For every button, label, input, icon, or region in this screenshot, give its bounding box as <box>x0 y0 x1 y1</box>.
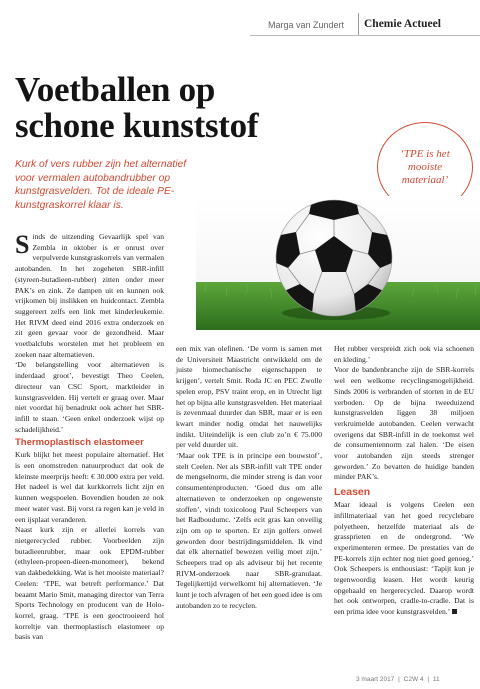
section-title: Chemie Actueel <box>364 18 441 30</box>
article-column-3 <box>334 344 474 618</box>
intro-paragraph <box>15 232 164 360</box>
paragraph: Naast kurk zijn er allerlei korrels van nietgerecycled rubber. Voorbeelden zijn butadieenrubber, maar ook EPDM-rubber (ethyleen-propeen-dieen-monomeer), bekend van dakbedekking. Wat is het mooiste materiaal? Ceelen: ‘TPE, wat betreft performance.’ Dat beaamt Mario Smit, managing director van Terra Sports Technology en producent van de Holo-korrel, graag. ‘TPE is een geoctrooieerd hol korreltje van thermoplastisch elastomeer op basis van <box>15 525 164 642</box>
footer-page-number: 11 <box>432 676 440 683</box>
paragraph: ‘De belangstelling voor alternatieven is inderdaad groot’, bevestigt Theo Ceelen, directeur van CSC Sport, marktleider in kunstgrasvelden. Hij vertelt er graag over. Maar niet voordat hij benadrukt ook achter het SBR-infill te staan. ‘Geen enkel onderzoek wijst op schadelijkheid.’ <box>15 360 164 434</box>
subheading-leasen: Leasen <box>334 486 371 499</box>
subheading-tpe: Thermoplastisch elastomeer <box>15 437 144 449</box>
drop-cap: S <box>15 230 30 259</box>
article-title: Voetballen op schone kunststof <box>15 70 259 145</box>
footer-sep: | <box>427 676 430 683</box>
soccer-ball-image <box>196 196 480 330</box>
author-name: Marga van Zundert <box>268 20 345 30</box>
paragraph: Kurk blijkt het meest populaire alternatief. Het is een onomstreden natuurproduct dat ook de kleinste meerprijs heeft: € 30.000 extra per veld. Het nadeel is wel dat kurkkorrels licht zijn en kunnen wegspoelen. Bovendien houden ze ook meer water vast. Bij vorst ra regen kan je veld in een ijsplaat veranderen. <box>15 450 164 524</box>
header-divider <box>358 13 359 35</box>
page-footer <box>355 676 441 683</box>
paragraph: een mix van olefinen. ‘De vorm is samen met de Universiteit Maastricht ontwikkeld om de juiste biomechanische eigenschappen te krijgen’, vertelt Smit. Roda JC en PEC Zwolle spelen erop, PSV traint erop, en in Utrecht ligt het op bijna alle kunstgrasvelden. Het materiaal is zevenmaal duurder dan SBR, maar er is een kwart minder nodig omdat het nauwelijks indikt. Uiteindelijk is een club zo’n € 75.000 per veld duurder uit. <box>176 344 322 450</box>
end-mark-icon <box>452 609 457 614</box>
header-rule <box>250 35 480 36</box>
paragraph: ‘Maar ook TPE is in principe een bouwstof’, stelt Ceelen. Net als SBR-infill valt TPE onder de mengselnorm, die minder streng is dan voor consumentenproducten. ‘Goed dus om alle alternatieven te onderzoeken op ongewenste stoffen’, vindt toxicoloog Paul Scheepers van het Radboudumc. ‘Zelfs ecit gras kan onveilig zijn om op te sporten. Er zijn golfers onwel geworden door bestrijdingsmiddelen. Ik vind dat elk alternatief bewezen veilig moet zijn.’ Scheepers trad op als adviseur bij het recente RIVM-onderzoek naar SBR-granulaat. Tegelijkertijd verwelkomt hij alternatieven. ‘Je kunt je toch afvragen of het een goed idee is om autobanden zo te recyclen. <box>176 451 322 610</box>
footer-sep: | <box>398 676 400 683</box>
paragraph <box>334 500 474 618</box>
article-column-1 <box>15 232 164 643</box>
intro-text: inds de uitzending Gevaarlijk spel van Zembla in oktober is er onrust over verpulverde kunstgraskorrels van vermalen autobanden. In het zogeheten SBR-infill (styreen-butadieen-rubber) zitten onder meer PAK’s en zink. Ze dampen uit en kunnen ook vrijkomen bij inslikken en huidcontact. Zembla suggereert zelfs een link met kinderleukemie. Het RIVM deed eind 2016 extra onderzoek en zit geen gevaar voor de gezondheid. Maar voetbalclubs worstelen met het probleem en zoeken naar alternatieven. <box>15 232 164 359</box>
paragraph: Het rubber verspreidt zich ook via schoenen en kleding.’ <box>334 344 474 364</box>
soccer-ball-photo <box>196 196 480 330</box>
closing-text: Maar ideaal is volgens Ceelen een infillmateriaal van het goed recyclebare polyetheen, hetzelfde materiaal als de grassprieten en de ondergrond. ‘We experimenteren ermee. De prestaties van de PE-korrels zijn echter nog niet goed genoeg.’ Ook Scheepers is enthousiast: ‘Tapijt kun je tegenwoordig leasen. Het wordt keurig opgehaald en hergerecycled. Daarop wordt het ook ontworpen, cradle-to-cradle. Dat is een prima idee voor kunstgrasvelden.’ <box>334 500 474 617</box>
pull-quote-text: ‘TPE is het mooiste materiaal’ <box>400 147 450 186</box>
article-column-2 <box>176 344 322 612</box>
article-lede: Kurk of vers rubber zijn het alternatief voor vermalen autobandrubber op kunstgrasvelden. Tot de ideale PE-kunstgraskorrel klaar is. <box>15 159 187 211</box>
paragraph: Voor de bandenbranche zijn de SBR-korrels wel een welkome recyclingsmogelijkheid. Sinds 2006 is verbranden of storten in de EU verboden. Op de bijna tweeduizend kunstgrasvelden liggen 38 miljoen verkruimelde autobanden. Ceelen verwacht overigens dat SBR-infill in de toekomst wel de consumentennorm zal halen. ‘De eisen voor autobanden zijn steeds strenger geworden.’ Zo bevatten de huidige banden minder PAK’s. <box>334 365 474 482</box>
footer-issue: C2W 4 <box>403 676 424 683</box>
footer-date: 3 maart 2017 <box>356 676 395 683</box>
